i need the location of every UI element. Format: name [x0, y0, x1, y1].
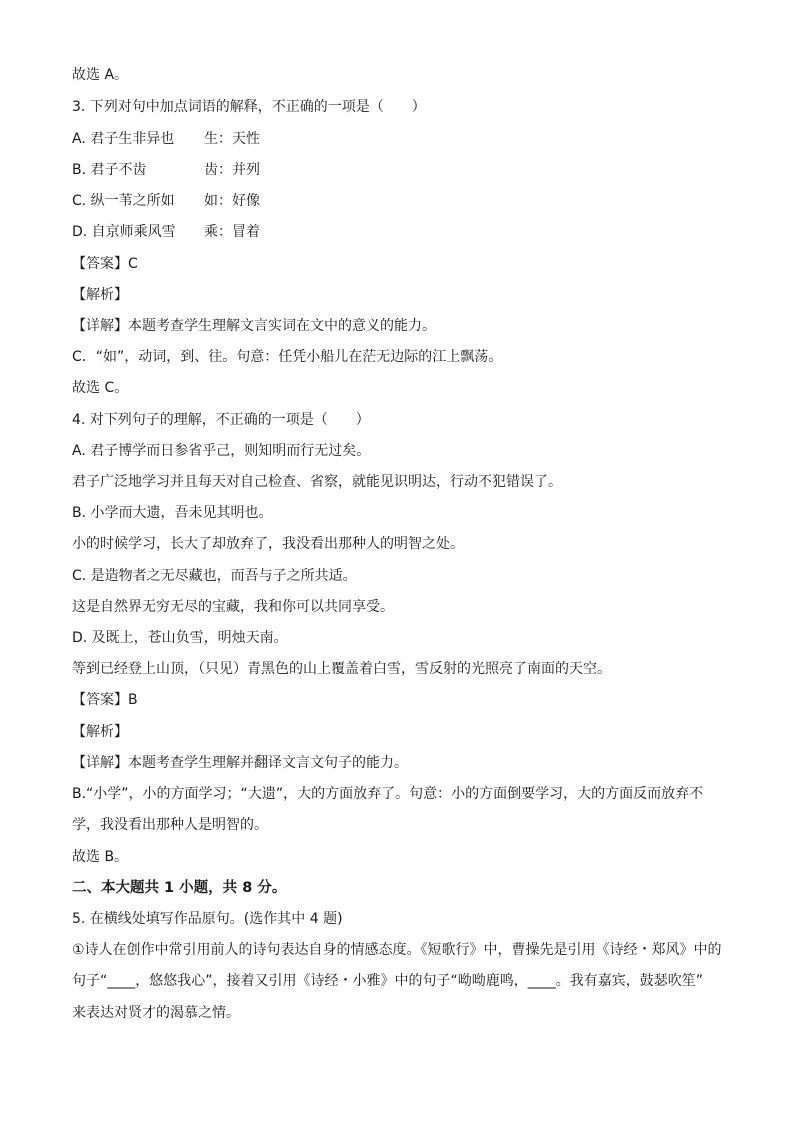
option-row [72, 130, 734, 148]
answer-label: 【答案】C [72, 256, 138, 272]
option-translation: 这是自然界无穷无尽的宝藏，我和你可以共同享受。 [72, 599, 394, 615]
option-sentence: D. 自京师乘风雪 [72, 224, 176, 240]
option-row [72, 161, 734, 179]
option-sentence: A. 君子博学而日参省乎己，则知明而行无过矣。 [72, 443, 371, 459]
detail-text: 学，我没看出那种人是明智的。 [72, 817, 268, 833]
option-sentence: A. 君子生非异也 [72, 131, 175, 147]
question-3-stem: 3. 下列对句中加点词语的解释，不正确的一项是（ ） [72, 99, 426, 115]
option-translation: 等到已经登上山顶，（只见）青黑色的山上覆盖着白雪，雪反射的光照亮了南面的天空。 [72, 661, 611, 677]
option-row [72, 223, 734, 241]
question-5-item-text: 来表达对贤才的渴慕之情。 [72, 1005, 240, 1021]
answer-label: 【答案】B [72, 692, 138, 708]
detail-text: 【详解】本题考查学生理解文言实词在文中的意义的能力。 [72, 318, 436, 334]
option-sentence: C. 是造物者之无尽藏也，而吾与子之所共适。 [72, 568, 357, 584]
detail-text: 【详解】本题考查学生理解并翻译文言文句子的能力。 [72, 755, 408, 771]
option-sentence: D. 及既上，苍山负雪，明烛天南。 [72, 630, 288, 646]
option-row [72, 192, 734, 210]
question-4-stem: 4. 对下列句子的理解，不正确的一项是（ ） [72, 412, 370, 428]
analysis-label: 【解析】 [72, 287, 128, 303]
option-translation: 小的时候学习，长大了却放弃了，我没看出那种人的明智之处。 [72, 536, 464, 552]
text-line: 故选 C。 [72, 380, 129, 396]
detail-text: B.“小学”，小的方面学习；“大遗”，大的方面放弃了。句意：小的方面倒要学习，大的方面反而放弃不 [72, 786, 704, 802]
option-sentence: C. 纵一苇之所如 [72, 193, 175, 209]
option-explanation: 如：好像 [204, 193, 260, 209]
option-explanation: 乘：冒着 [204, 224, 260, 240]
detail-text: C．“如”，动词，到、往。句意：任凭小船儿在茫无边际的江上飘荡。 [72, 349, 503, 365]
option-sentence: B. 君子不齿 [72, 162, 147, 178]
option-sentence: B. 小学而大遗，吾未见其明也。 [72, 505, 273, 521]
question-5-stem: 5. 在横线处填写作品原句。(选作其中 4 题) [72, 911, 343, 927]
option-translation: 君子广泛地学习并且每天对自己检查、省察，就能见识明达，行动不犯错误了。 [72, 474, 562, 490]
question-5-item-text: ①诗人在创作中常引用前人的诗句表达自身的情感态度。《短歌行》中，曹操先是引用《诗经・郑风》中的 [72, 942, 722, 958]
analysis-label: 【解析】 [72, 724, 128, 740]
text-line: 故选 B。 [72, 849, 129, 865]
text-line: 故选 A。 [72, 67, 129, 83]
option-explanation: 生：天性 [204, 131, 260, 147]
option-explanation: 齿：并列 [204, 162, 260, 178]
section-heading: 二、本大题共 1 小题，共 8 分。 [72, 880, 287, 896]
question-5-item-text: 句子“____，悠悠我心”，接着又引用《诗经・小雅》中的句子“呦呦鹿鸣，____。我有嘉宾，鼓瑟吹笙” [72, 973, 704, 989]
